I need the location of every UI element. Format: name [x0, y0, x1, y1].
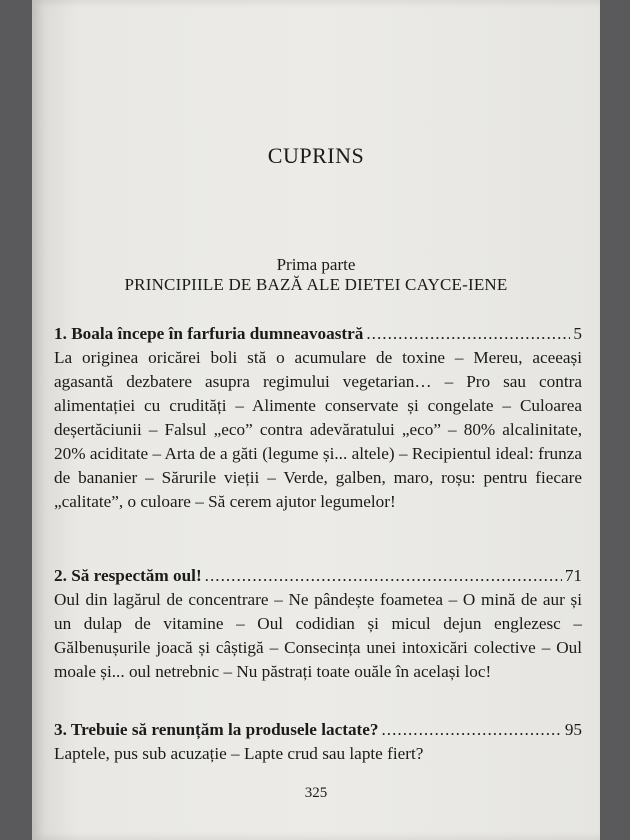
chapter-summary: Laptele, pus sub acuzație – Lapte crud sau lapte fiert?	[54, 744, 424, 763]
part-title: PRINCIPIILE DE BAZĂ ALE DIETEI CAYCE-IENE	[124, 275, 508, 294]
dot-leader	[205, 564, 562, 588]
toc-entry-heading	[54, 322, 582, 346]
toc-entry	[54, 322, 582, 514]
chapter-title: 2. Să respectăm oul!	[54, 566, 202, 585]
chapter-title: 3. Trebuie să renunțăm la produsele lactate?	[54, 720, 379, 739]
dot-leader	[366, 322, 570, 346]
dot-leader	[382, 718, 562, 742]
chapter-summary: Oul din lagărul de concentrare – Ne pândește foametea – O mină de aur și un dulap de vitamine – Oul codidian și micul dejun englezesc – Gălbenușurile joacă și câștigă – Consecința unei intoxicări colective – Oul moale și... oul netrebnic – Nu păstrați toate ouăle în același loc!	[54, 590, 582, 681]
page-title: CUPRINS	[267, 143, 365, 168]
chapter-page-number: 95	[564, 720, 582, 739]
page-number: 325	[304, 785, 328, 801]
chapter-page-number: 71	[564, 566, 582, 585]
toc-entry-heading	[54, 718, 582, 742]
chapter-title: 1. Boala începe în farfuria dumneavoastră	[54, 324, 364, 343]
page-content	[32, 0, 600, 840]
part-label: Prima parte	[276, 255, 356, 274]
toc-entry	[54, 564, 582, 684]
book-page	[32, 0, 600, 840]
chapter-page-number: 5	[573, 324, 582, 343]
chapter-summary: La originea oricărei boli stă o acumulare de toxine – Mereu, aceeași agasantă dezbatere asupra regimului vegetarian… – Pro sau contra alimentației cu crudități – Alimente conservate și congelate – Culoarea deșertăciunii – Falsul „eco” contra adevăratului „eco” – 80% alcalinitate, 20% aciditate – Arta de a găti (legume și... altele) – Recipientul ideal: frunza de bananier – Sărurile vieții – Verde, galben, maro, roșu: pentru fiecare „calitate”, o culoare – Să cerem ajutor legumelor!	[54, 348, 582, 511]
toc-entry	[54, 718, 582, 766]
toc-entry-heading	[54, 564, 582, 588]
